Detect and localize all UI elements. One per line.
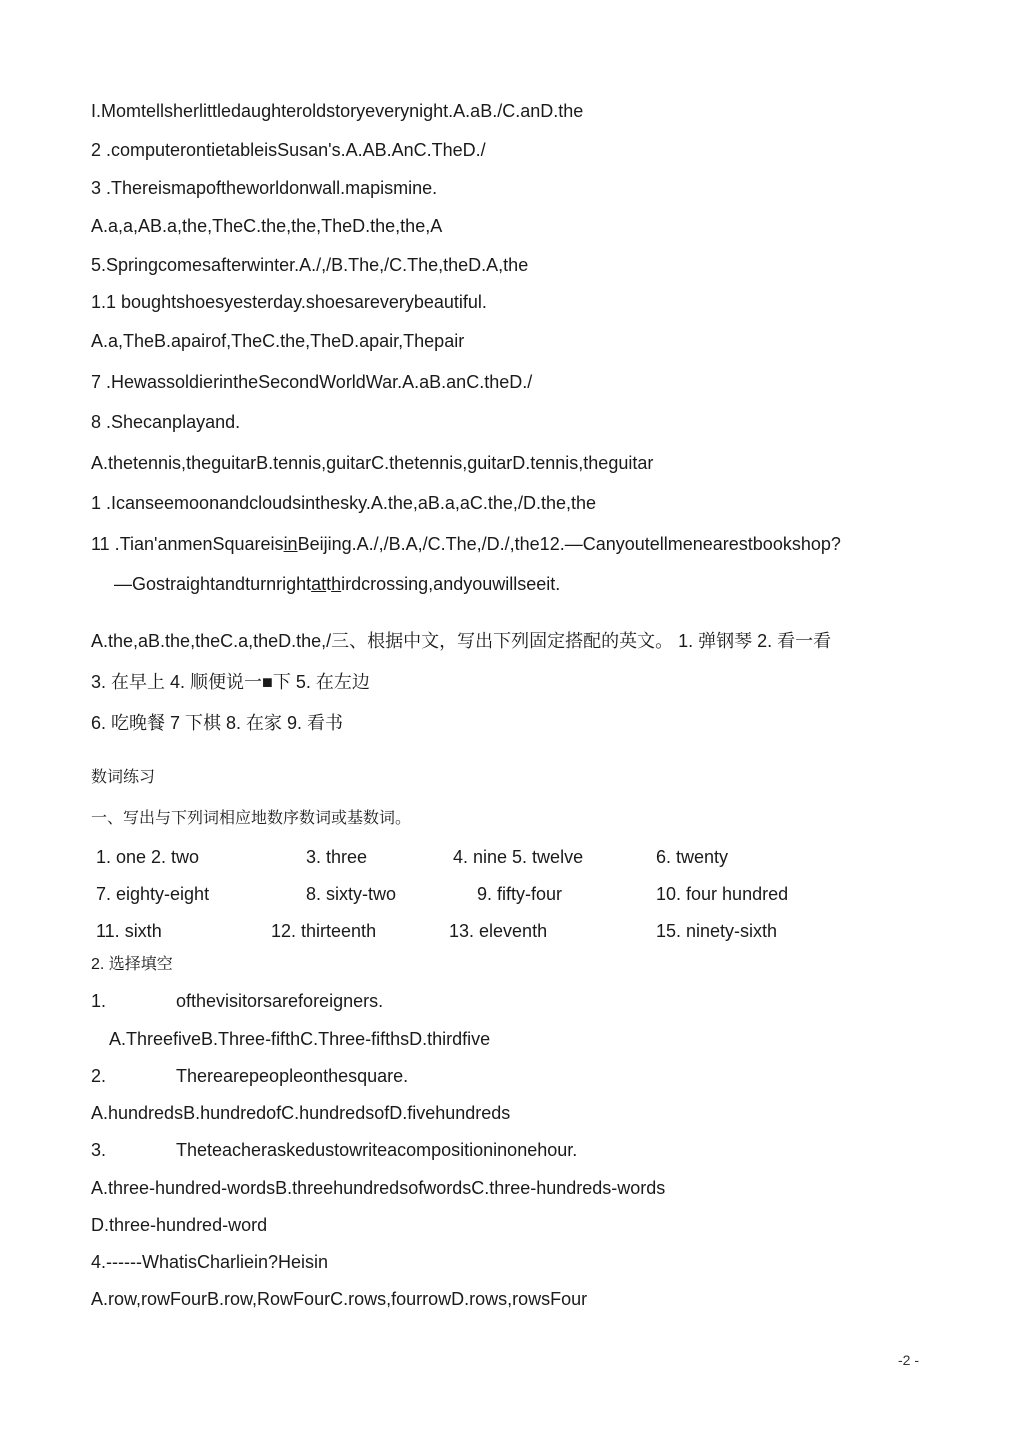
line-14: A.the,aB.the,theC.a,theD.the,/三、根据中文，写出下列固定搭配的英文。 1. 弹钢琴 2. 看一看 (91, 631, 832, 651)
line-11: 1 .Icanseemoonandcloudsinthesky.A.the,aB.a,aC.the,/D.the,the (91, 493, 596, 513)
question-text: ofthevisitorsareforeigners. (176, 991, 384, 1011)
question-options: A.three-hundred-wordsB.threehundredsofwordsC.three-hundreds-words (91, 1178, 666, 1198)
line-12-underlined: in (283, 534, 298, 554)
question-options: A.hundredsB.hundredofC.hundredsofD.fivehundreds (91, 1103, 511, 1123)
line-10: A.thetennis,theguitarB.tennis,guitarC.thetennis,guitarD.tennis,theguitar (91, 453, 654, 473)
question-options: A.row,rowFourB.row,RowFourC.rows,fourrowD.rows,rowsFour (91, 1289, 588, 1309)
question-text: Therearepeopleonthesquare. (176, 1066, 409, 1086)
numeral-cell: 11. sixth (96, 921, 162, 941)
question-text: 4.------WhatisCharliein?Heisin (91, 1252, 329, 1272)
numeral-cell: 1. one 2. two (96, 847, 200, 867)
section-title: 数词练习 (91, 769, 156, 786)
line-9: 8 .Shecanplayand. (91, 412, 241, 432)
line-12 (91, 533, 841, 555)
numeral-cell: 10. four hundred (656, 884, 789, 904)
line-8: 7 .HewassoldierintheSecondWorldWar.A.aB.anC.theD./ (91, 372, 533, 392)
question-options: A.ThreefiveB.Three-fifthC.Three-fifthsD.thirdfive (109, 1029, 491, 1049)
line-5: 5.Springcomesafterwinter.A./,/B.The,/C.The,theD.A,the (91, 255, 529, 275)
page-number: -2 - (898, 1352, 919, 1368)
line-13-post: irdcrossing,andyouwillseeit. (341, 574, 561, 594)
line-13 (114, 573, 560, 595)
question-number: 1. (91, 991, 107, 1011)
numeral-cell: 12. thirteenth (271, 921, 377, 941)
numeral-cell: 13. eleventh (449, 921, 548, 941)
numeral-cell: 3. three (306, 847, 368, 867)
line-4: A.a,a,AB.a,the,TheC.the,the,TheD.the,the,A (91, 216, 443, 236)
numeral-cell: 8. sixty-two (306, 884, 397, 904)
line-1: I.Momtellsherlittledaughteroldstoryeverynight.A.aB./C.anD.the (91, 101, 584, 121)
line-13-underlined-2: h (331, 574, 342, 594)
section-instruction: 一、写出与下列词相应地数序数词或基数词。 (91, 810, 412, 827)
line-3: 3 .Thereismapoftheworldonwall.mapismine. (91, 178, 438, 198)
line-13-underlined-1: at (311, 574, 327, 594)
numeral-cell: 6. twenty (656, 847, 729, 867)
numeral-cell: 4. nine 5. twelve (453, 847, 584, 867)
line-16: 6. 吃晚餐 7 下棋 8. 在家 9. 看书 (91, 713, 344, 733)
numeral-cell: 7. eighty-eight (96, 884, 210, 904)
line-13-mid: t (326, 574, 332, 594)
question-options: D.three-hundred-word (91, 1215, 268, 1235)
numeral-cell: 9. fifty-four (477, 884, 563, 904)
line-15: 3. 在早上 4. 顺便说一■下 5. 在左边 (91, 672, 370, 692)
subtitle: 2. 选择填空 (91, 956, 173, 973)
line-6: 1.1 boughtshoesyesterday.shoesareverybeautiful. (91, 292, 487, 312)
line-2: 2 .computerontietableisSusan's.A.AB.AnC.TheD./ (91, 140, 486, 160)
line-13-pre: —Gostraightandturnright (114, 574, 312, 594)
line-12-pre: 11 .Tian'anmenSquareis (91, 534, 284, 554)
question-number: 3. (91, 1140, 107, 1160)
numeral-cell: 15. ninety-sixth (656, 921, 778, 941)
line-7: A.a,TheB.apairof,TheC.the,TheD.apair,Thepair (91, 331, 465, 351)
question-text: Theteacheraskedustowriteacompositioninonehour. (176, 1140, 578, 1160)
question-number: 2. (91, 1066, 107, 1086)
line-12-post: Beijing.A./,/B.A,/C.The,/D./,the12.—Canyoutellmenearestbookshop? (297, 534, 841, 554)
